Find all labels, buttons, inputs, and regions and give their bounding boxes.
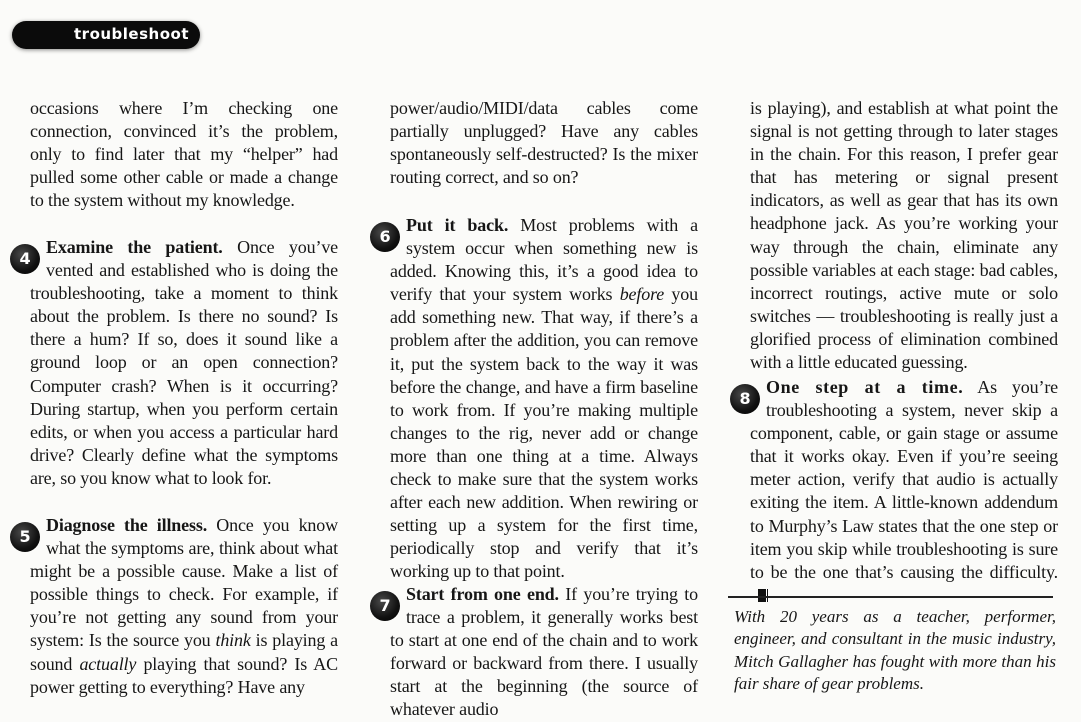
tip-heading: Diagnose the illness. bbox=[46, 515, 208, 535]
tip-body: Once you know what the symptoms are, think about what might be a possible cause. Make a list of possible things to check. For example, if you’re not getting any sound from your system: Is the source you bbox=[30, 515, 338, 651]
emphasis: before bbox=[619, 284, 665, 305]
tip-body: As you’re troubleshooting a system, never skip a component, cable, or gain stage or assume that it works okay. Even if you’re seeing meter action, verify that audio is actually exiting the item. A little-known addendum to Murphy’s Law states that the one step or item you skip while troubleshooting is sure to be the one that’s causing the difficulty. bbox=[750, 377, 1059, 582]
tip-8 bbox=[739, 376, 1059, 607]
continuation-text: is playing), and establish at what point the signal is not getting through to later stages in the chain. For this reason, I prefer gear that has metering or signal present indicators, as well as gear that has its own headphone jack. As you’re working your way through the chain, eliminate any possible variables at each stage: bad cables, incorrect routings, active mute or solo switches — troubleshooting is really just a glorified process of elimination combined with a little educated guessing. bbox=[750, 98, 1058, 373]
tip-heading: Examine the patient. bbox=[46, 237, 223, 257]
tip-5 bbox=[19, 514, 338, 699]
tip-body: is playing a sound bbox=[30, 630, 338, 674]
tip-body: Once you’ve vented and established who is doing the troubleshooting, take a moment to think about the problem. Is there no sound? Is there a hum? If so, does it sound like a ground loop or an open connection? Computer crash? When is it occurring? During startup, when you perform certain edits, or when you access a particular hard drive? Clearly define what the symptoms are, so you know what to look for. bbox=[30, 237, 339, 488]
section-label: troubleshoot bbox=[74, 25, 189, 43]
tip-heading: Put it back. bbox=[406, 215, 509, 235]
tip-body: If you’re trying to trace a problem, it generally works best to start at one end of the chain and to work forward or backward from there. I usually start at the beginning (the source of whatever audio bbox=[390, 584, 698, 720]
continuation-text: occasions where I’m checking one connection, convinced it’s the problem, only to find later that my “helper” had pulled some other cable or made a change to the system without my knowledge. bbox=[30, 98, 338, 211]
section-header-tab bbox=[12, 21, 200, 49]
continuation-text: power/audio/MIDI/data cables come partially unplugged? Have any cables spontaneously self-destructed? Is the mixer routing correct, and so on? bbox=[390, 98, 698, 188]
tip-heading: One step at a time. bbox=[766, 377, 964, 397]
number-badge-6: 6 bbox=[370, 222, 400, 252]
number-badge-7: 7 bbox=[370, 591, 400, 621]
emphasis: actually bbox=[79, 653, 137, 674]
bio-divider bbox=[728, 596, 1053, 598]
author-bio: With 20 years as a teacher, performer, engineer, and consultant in the music industry, Mitch Gallagher has fought with more than his fair share of gear problems. bbox=[734, 607, 1056, 694]
number-badge-8: 8 bbox=[730, 384, 760, 414]
tip-7 bbox=[379, 583, 698, 722]
number-badge-5: 5 bbox=[10, 522, 40, 552]
tip-4 bbox=[19, 236, 339, 490]
tip-body: you add something new. That way, if there’s a problem after the addition, you can remove it, put the system back to the way it was before the change, and have a firm baseline to work from. If you’re making multiple changes to the rig, never add or change more than one thing at a time. Always check to make sure that the system works after each new addition. When rewiring or setting up a system for the first time, periodically stop and verify that it’s working up to that point. bbox=[390, 284, 698, 582]
tip-body: Most problems with a system occur when something new is added. Knowing this, it’s a good idea to verify that your system works bbox=[390, 215, 698, 305]
number-badge-4: 4 bbox=[10, 244, 40, 274]
tip-heading: Start from one end. bbox=[406, 584, 559, 604]
emphasis: think bbox=[215, 630, 251, 651]
tip-body: playing that sound? Is AC power getting to everything? Have any bbox=[30, 653, 338, 697]
tip-6 bbox=[379, 214, 698, 584]
